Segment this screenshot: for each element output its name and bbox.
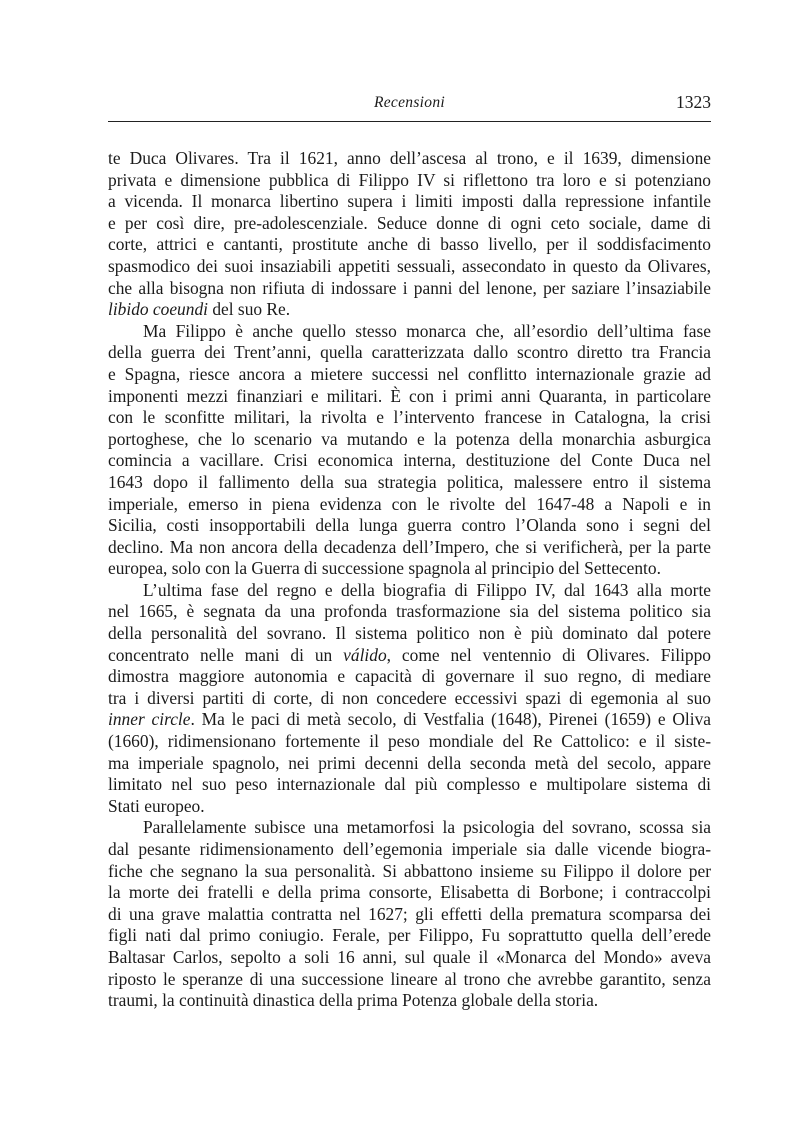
text-segment: della personalità del sovrano. Il sistema politico non è più dominato dal potere [108, 623, 711, 644]
text-line [108, 450, 711, 472]
text-segment: . Ma le paci di metà secolo, di Vestfalia (1648), Pirenei (1659) e Oliva [190, 709, 712, 730]
italic-text: válido [343, 644, 387, 665]
text-line [108, 623, 711, 645]
text-line [108, 170, 711, 192]
text-line [108, 558, 711, 580]
text-segment: spasmodico dei suoi insaziabili appetiti sessuali, assecondato in questo da Olivares, [108, 255, 711, 276]
text-line [108, 796, 711, 818]
text-segment: te Duca Olivares. Tra il 1621, anno dell’ascesa al trono, e il 1639, dimensione [108, 148, 711, 168]
text-line [108, 601, 711, 623]
page-number: 1323 [676, 92, 711, 112]
text-line [108, 753, 711, 775]
text-line [108, 364, 711, 386]
text-line [108, 666, 711, 688]
text-line [108, 256, 711, 278]
paragraph [108, 148, 711, 321]
text-line [108, 278, 711, 300]
text-line [108, 386, 711, 408]
text-line [108, 234, 711, 256]
text-segment: del suo Re. [207, 299, 291, 320]
section-title: Recensioni [373, 94, 445, 111]
text-line [108, 191, 711, 213]
text-line [108, 904, 711, 926]
text-segment: concentrato nelle mani di un [108, 644, 344, 665]
text-line [108, 342, 711, 364]
text-segment: L’ultima fase del regno e della biografia di Filippo IV, dal 1643 alla morte [143, 579, 711, 600]
text-segment: che alla bisogna non rifiuta di indossare i panni del lenone, per saziare l’insaziabile [108, 277, 711, 298]
text-line [108, 537, 711, 559]
text-line [108, 580, 711, 602]
text-line [108, 213, 711, 235]
text-line [108, 472, 711, 494]
text-segment: Baltasar Carlos, sepolto a soli 16 anni, sul quale il «Monarca del Mondo» aveva [108, 946, 711, 967]
text-segment: figli nati dal primo coniugio. Ferale, per Filippo, Fu soprattutto quella dell’erede [108, 925, 711, 946]
text-segment: della guerra dei Trent’anni, quella caratterizzata dallo scontro diretto tra Francia [108, 342, 711, 363]
text-segment: europea, solo con la Guerra di successione spagnola al principio del Settecento. [108, 558, 661, 579]
text-line [108, 321, 711, 343]
text-segment: 1643 dopo il fallimento della sua strategia politica, malessere entro il sistema [108, 471, 711, 492]
text-segment: , come nel ventennio di Olivares. Filippo [386, 644, 711, 665]
header-rule [108, 121, 711, 122]
text-line [108, 709, 711, 731]
text-line [108, 882, 711, 904]
text-line [108, 947, 711, 969]
text-segment: nel 1665, è segnata da una profonda trasformazione sia del sistema politico sia [108, 601, 711, 622]
text-segment: tra i diversi partiti di corte, di non concedere eccessivi spazi di egemonia al suo [108, 687, 711, 708]
text-segment: limitato nel suo peso internazionale dal più complesso e multipolare sistema di [108, 774, 711, 795]
text-segment: la morte dei fratelli e della prima consorte, Elisabetta di Borbone; i contraccolpi [108, 882, 711, 903]
text-line [108, 774, 711, 796]
running-head [108, 94, 711, 118]
text-segment: imponenti mezzi finanziari e militari. È con i primi anni Quaranta, in particolare [108, 385, 711, 406]
text-segment: Ma Filippo è anche quello stesso monarca che, all’esordio dell’ultima fase [143, 320, 711, 341]
text-line [108, 645, 711, 667]
text-line [108, 407, 711, 429]
text-line [108, 969, 711, 991]
text-segment: Stati europeo. [108, 795, 205, 816]
text-line [108, 990, 711, 1012]
text-segment: privata e dimensione pubblica di Filippo IV si riflettono tra loro e si potenziano [108, 169, 711, 190]
paragraph [108, 321, 711, 580]
text-segment: e per così dire, pre-adolescenziale. Seduce donne di ogni ceto sociale, dame di [108, 212, 711, 233]
text-segment: imperiale, emerso in piena evidenza con le rivolte del 1647-48 a Napoli e in [108, 493, 711, 514]
text-line [108, 839, 711, 861]
text-line [108, 731, 711, 753]
text-line [108, 429, 711, 451]
text-segment: declino. Ma non ancora della decadenza dell’Impero, che si verificherà, per la parte [108, 536, 711, 557]
text-segment: traumi, la continuità dinastica della prima Potenza globale della storia. [108, 990, 599, 1011]
text-segment: riposto le speranze di una successione lineare al trono che avrebbe garantito, senza [108, 968, 711, 989]
text-segment: fiche che segnano la sua personalità. Si abbattono insieme su Filippo il dolore per [108, 860, 711, 881]
italic-text: inner circle [108, 709, 191, 730]
text-segment: comincia a vacillare. Crisi economica interna, destituzione del Conte Duca nel [108, 450, 711, 471]
text-line [108, 925, 711, 947]
text-segment: portoghese, che lo scenario va mutando e la potenza della monarchia asburgica [108, 428, 711, 449]
text-segment: di una grave malattia contratta nel 1627; gli effetti della prematura scomparsa dei [108, 903, 711, 924]
text-line [108, 494, 711, 516]
text-segment: con le sconfitte militari, la rivolta e l’intervento francese in Catalogna, la crisi [108, 407, 711, 428]
text-segment: dal pesante ridimensionamento dell’egemonia imperiale sia dalle vicende biogra- [108, 839, 711, 859]
paragraph [108, 817, 711, 1011]
text-line [108, 299, 711, 321]
text-line [108, 817, 711, 839]
text-segment: (1660), ridimensionano fortemente il peso mondiale del Re Cattolico: e il siste- [108, 731, 711, 752]
italic-text: libido coeundi [108, 299, 208, 320]
text-line [108, 515, 711, 537]
text-line [108, 861, 711, 883]
text-segment: a vicenda. Il monarca libertino supera i limiti imposti dalla repressione infantile [108, 191, 711, 212]
paragraph [108, 580, 711, 818]
body-text [108, 148, 711, 1012]
text-line [108, 148, 711, 170]
text-segment: Sicilia, costi insopportabili della lunga guerra contro l’Olanda sono i segni del [108, 515, 711, 536]
text-line [108, 688, 711, 710]
text-segment: Parallelamente subisce una metamorfosi la psicologia del sovrano, scossa sia [143, 817, 711, 838]
text-segment: ma imperiale spagnolo, nei primi decenni della seconda metà del secolo, appare [108, 752, 711, 773]
text-segment: dimostra maggiore autonomia e capacità di governare il suo regno, di mediare [108, 666, 711, 687]
text-segment: e Spagna, riesce ancora a mietere successi nel conflitto internazionale grazie ad [108, 363, 711, 384]
text-segment: corte, attrici e cantanti, prostitute anche di basso livello, per il soddisfacimento [108, 234, 711, 255]
